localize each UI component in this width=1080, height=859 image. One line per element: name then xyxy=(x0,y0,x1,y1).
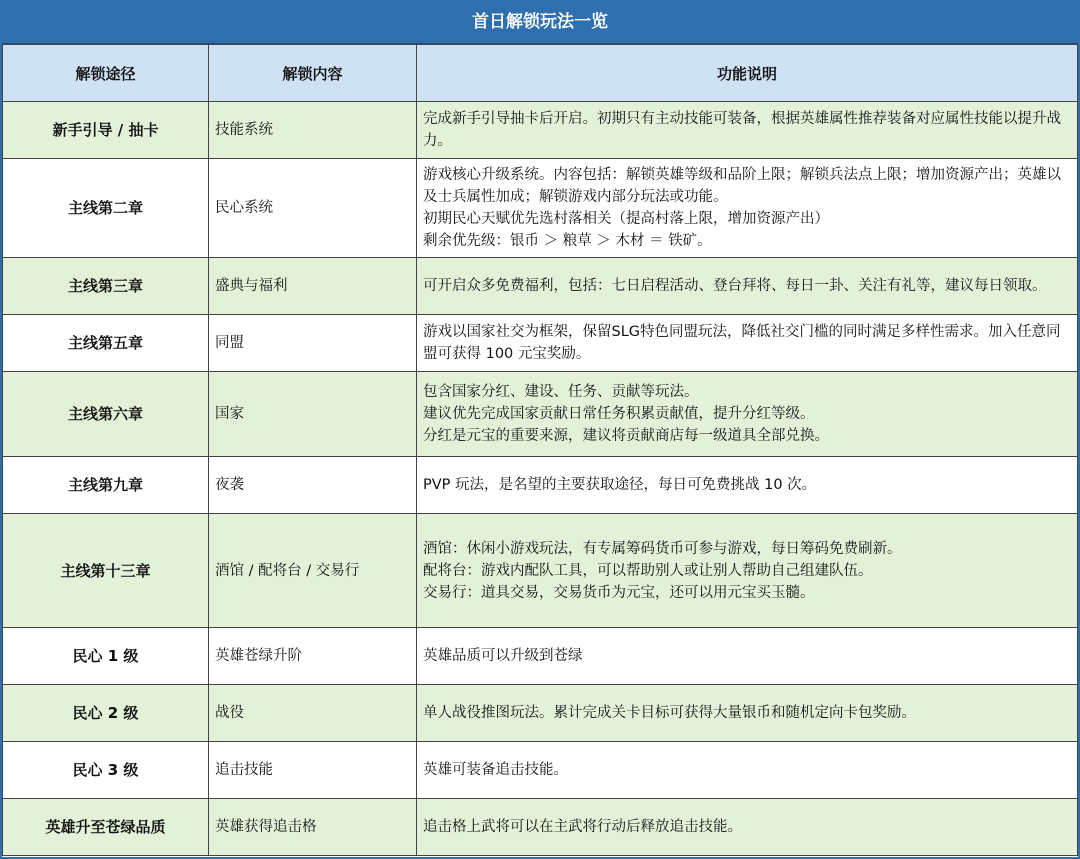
desc-line: PVP 玩法，是名望的主要获取途径，每日可免费挑战 10 次。 xyxy=(423,477,817,493)
cell-unlock-content: 英雄苍绿升阶 xyxy=(209,628,417,685)
table-body xyxy=(3,102,1078,856)
cell-unlock-path: 英雄升至苍绿品质 xyxy=(3,799,209,856)
cell-unlock-path: 主线第五章 xyxy=(3,315,209,372)
table-row xyxy=(3,102,1078,159)
cell-unlock-path: 主线第九章 xyxy=(3,457,209,514)
desc-line: 建议优先完成国家贡献日常任务积累贡献值，提升分红等级。 xyxy=(423,406,815,422)
table-row xyxy=(3,685,1078,742)
desc-line: 酒馆：休闲小游戏玩法，有专属筹码货币可参与游戏，每日筹码免费刷新。 xyxy=(423,540,902,557)
desc-line: 英雄品质可以升级到苍绿 xyxy=(423,648,583,664)
table-row xyxy=(3,628,1078,685)
cell-unlock-path: 民心 3 级 xyxy=(3,742,209,799)
desc-line: 英雄可装备追击技能。 xyxy=(423,762,568,778)
cell-function-desc xyxy=(417,372,1078,457)
cell-unlock-content: 酒馆 / 配将台 / 交易行 xyxy=(209,514,417,628)
cell-unlock-content: 同盟 xyxy=(209,315,417,372)
unlock-table xyxy=(2,44,1078,856)
cell-unlock-path: 主线第十三章 xyxy=(3,514,209,628)
cell-unlock-content: 夜袭 xyxy=(209,457,417,514)
table-row xyxy=(3,159,1078,258)
header-row xyxy=(3,45,1078,102)
cell-unlock-path: 主线第三章 xyxy=(3,258,209,315)
table-row xyxy=(3,742,1078,799)
desc-line: 配将台：游戏内配队工具，可以帮助别人或让别人帮助自己组建队伍。 xyxy=(423,562,873,579)
table-row xyxy=(3,799,1078,856)
cell-function-desc xyxy=(417,457,1078,514)
desc-line: 分红是元宝的重要来源，建议将贡献商店每一级道具全部兑换。 xyxy=(423,428,829,444)
cell-unlock-content: 追击技能 xyxy=(209,742,417,799)
cell-unlock-content: 英雄获得追击格 xyxy=(209,799,417,856)
table-title: 首日解锁玩法一览 xyxy=(2,2,1078,44)
desc-line: 单人战役推图玩法。累计完成关卡目标可获得大量银币和随机定向卡包奖励。 xyxy=(423,705,916,721)
desc-line: 游戏以国家社交为框架，保留SLG特色同盟玩法，降低社交门槛的同时满足多样性需求。加入任意同盟可获得 100 元宝奖励。 xyxy=(423,324,1061,362)
header-unlock-content: 解锁内容 xyxy=(209,45,417,102)
cell-unlock-content: 国家 xyxy=(209,372,417,457)
cell-unlock-content: 民心系统 xyxy=(209,159,417,258)
cell-function-desc xyxy=(417,315,1078,372)
desc-line: 包含国家分红、建设、任务、贡献等玩法。 xyxy=(423,384,699,400)
cell-function-desc xyxy=(417,102,1078,159)
desc-line: 交易行：道具交易，交易货币为元宝，还可以用元宝买玉髓。 xyxy=(423,584,815,601)
cell-unlock-path: 主线第六章 xyxy=(3,372,209,457)
desc-line: 完成新手引导抽卡后开启。初期只有主动技能可装备，根据英雄属性推荐装备对应属性技能以提升战力。 xyxy=(423,111,1061,149)
cell-function-desc xyxy=(417,742,1078,799)
cell-unlock-content: 战役 xyxy=(209,685,417,742)
cell-unlock-path: 民心 1 级 xyxy=(3,628,209,685)
cell-function-desc xyxy=(417,159,1078,258)
cell-function-desc xyxy=(417,258,1078,315)
header-function-desc: 功能说明 xyxy=(417,45,1078,102)
cell-function-desc xyxy=(417,685,1078,742)
desc-line: 剩余优先级：银币 ＞ 粮草 ＞ 木材 ＝ 铁矿。 xyxy=(423,233,712,249)
cell-unlock-content: 技能系统 xyxy=(209,102,417,159)
table-row xyxy=(3,514,1078,628)
cell-unlock-path: 民心 2 级 xyxy=(3,685,209,742)
cell-function-desc xyxy=(417,799,1078,856)
cell-unlock-path: 主线第二章 xyxy=(3,159,209,258)
desc-line: 可开启众多免费福利，包括：七日启程活动、登台拜将、每日一卦、关注有礼等，建议每日领取。 xyxy=(423,278,1047,294)
cell-unlock-path: 新手引导 / 抽卡 xyxy=(3,102,209,159)
desc-line: 追击格上武将可以在主武将行动后释放追击技能。 xyxy=(423,819,742,835)
desc-line: 游戏核心升级系统。内容包括：解锁英雄等级和品阶上限；解锁兵法点上限；增加资源产出；英雄以及士兵属性加成；解锁游戏内部分玩法或功能。 xyxy=(423,167,1061,205)
desc-line: 初期民心天赋优先选村落相关（提高村落上限，增加资源产出） xyxy=(423,211,829,227)
table-row xyxy=(3,258,1078,315)
cell-function-desc xyxy=(417,628,1078,685)
cell-unlock-content: 盛典与福利 xyxy=(209,258,417,315)
table-row xyxy=(3,315,1078,372)
header-unlock-path: 解锁途径 xyxy=(3,45,209,102)
table-row xyxy=(3,372,1078,457)
cell-function-desc xyxy=(417,514,1078,628)
table-row xyxy=(3,457,1078,514)
